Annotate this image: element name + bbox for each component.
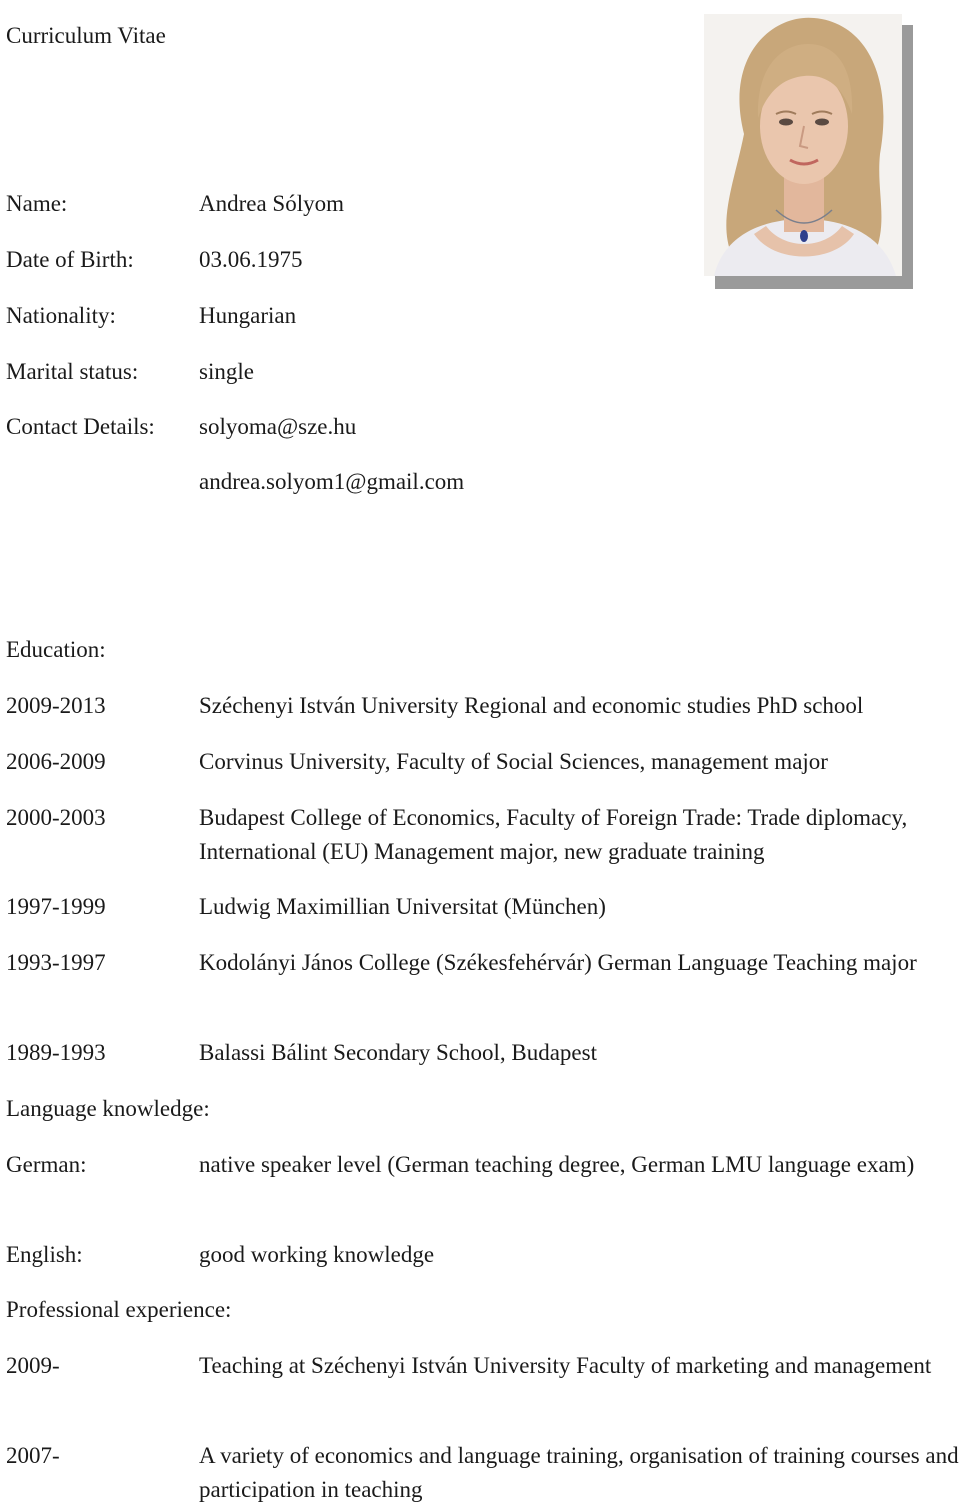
experience-heading: Professional experience: (6, 1297, 232, 1322)
nationality-label: Nationality: (6, 303, 116, 328)
education-years: 2006-2009 (6, 749, 106, 774)
experience-years: 2007- (6, 1443, 60, 1468)
dob-value: 03.06.1975 (199, 247, 303, 272)
dob-label: Date of Birth: (6, 247, 134, 272)
language-name: German: (6, 1152, 87, 1177)
contact-email-2: andrea.solyom1@gmail.com (199, 469, 465, 494)
portrait-photo-icon (704, 14, 902, 276)
education-text: Budapest College of Economics, Faculty of Foreign Trade: Trade diplomacy, International (EU) Management major, new graduate training (199, 805, 908, 864)
language-level: good working knowledge (199, 1242, 435, 1267)
languages-heading: Language knowledge: (6, 1096, 210, 1121)
education-years: 1989-1993 (6, 1040, 106, 1065)
nationality-value: Hungarian (199, 303, 297, 328)
education-years: 2009-2013 (6, 693, 106, 718)
portrait-photo (704, 14, 902, 276)
experience-text: Teaching at Széchenyi István University Faculty of marketing and management (199, 1353, 932, 1378)
language-name: English: (6, 1242, 83, 1267)
marital-label: Marital status: (6, 359, 139, 384)
education-years: 1993-1997 (6, 950, 106, 975)
document-title: Curriculum Vitae (6, 23, 166, 48)
education-text: Ludwig Maximillian Universitat (München) (199, 894, 606, 919)
contact-email-1: solyoma@sze.hu (199, 414, 357, 439)
education-text: Corvinus University, Faculty of Social Sciences, management major (199, 749, 828, 774)
name-value: Andrea Sólyom (199, 191, 345, 216)
education-text: Kodolányi János College (Székesfehérvár) German Language Teaching major (199, 950, 917, 975)
education-heading: Education: (6, 637, 106, 662)
contact-label: Contact Details: (6, 414, 155, 439)
marital-value: single (199, 359, 254, 384)
experience-text: A variety of economics and language training, organisation of training courses and participation in teaching (199, 1443, 959, 1502)
education-years: 2000-2003 (6, 805, 106, 830)
education-text: Balassi Bálint Secondary School, Budapest (199, 1040, 597, 1065)
name-label: Name: (6, 191, 68, 216)
experience-years: 2009- (6, 1353, 60, 1378)
language-level: native speaker level (German teaching degree, German LMU language exam) (199, 1152, 915, 1177)
education-text: Széchenyi István University Regional and economic studies PhD school (199, 693, 864, 718)
education-years: 1997-1999 (6, 894, 106, 919)
